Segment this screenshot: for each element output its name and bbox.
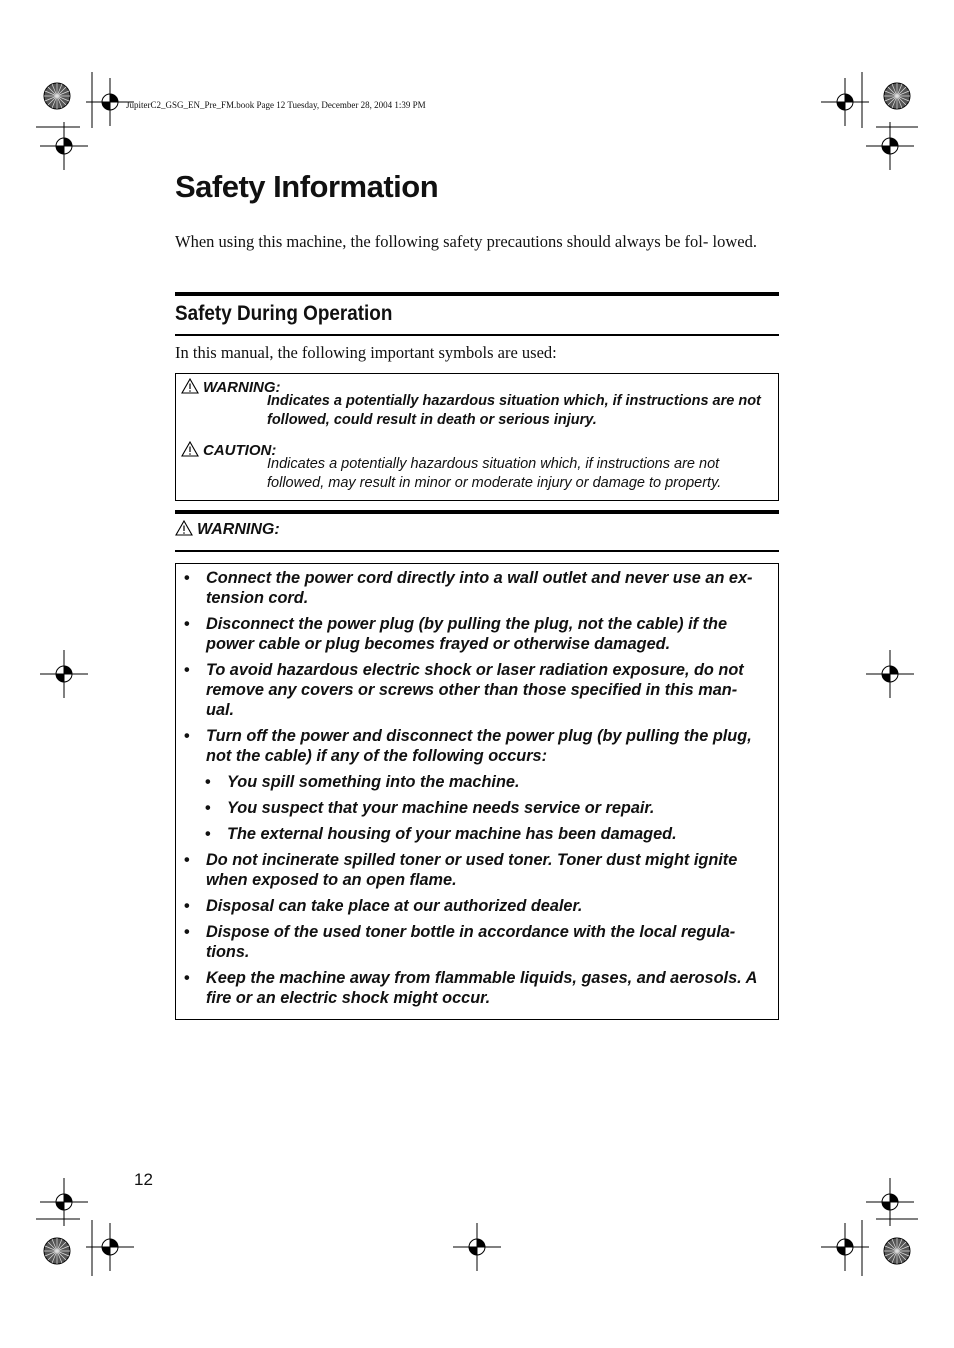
section-top-rule <box>175 292 779 296</box>
section-heading: Safety During Operation <box>175 302 393 325</box>
warning-item: • To avoid hazardous electric shock or laser radiation exposure, do not remove any covers or screws other than those specified in this man- ual. <box>176 660 776 720</box>
warning-subitem: • You spill something into the machine. <box>176 772 776 792</box>
page-title: Safety Information <box>175 169 439 204</box>
warning-item: • Turn off the power and disconnect the power plug (by pulling the plug, not the cable) if any of the following occurs: <box>176 726 776 766</box>
page-number: 12 <box>134 1170 153 1189</box>
legend-warning-title <box>181 378 281 397</box>
legend-caution-description: Indicates a potentially hazardous situation which, if instructions are not followed, may result in minor or moderate injury or damage to property. <box>267 456 722 491</box>
warning-item: • Keep the machine away from flammable liquids, gases, and aerosols. A fire or an electric shock might occur. <box>176 968 776 1008</box>
section-bottom-rule <box>175 334 779 336</box>
symbol-legend-box <box>175 373 779 501</box>
print-header-info: JupiterC2_GSG_EN_Pre_FM.book Page 12 Tuesday, December 28, 2004 1:39 PM <box>126 100 426 110</box>
legend-warning-label: WARNING: <box>203 379 281 396</box>
warning-item: • Dispose of the used toner bottle in accordance with the local regula- tions. <box>176 922 776 962</box>
intro-paragraph: When using this machine, the following safety precautions should always be fol- lowed. <box>175 232 757 251</box>
warning-list <box>176 568 776 1014</box>
warning-heading <box>175 520 280 540</box>
warning-item: • Do not incinerate spilled toner or used toner. Toner dust might ignite when exposed to an open flame. <box>176 850 776 890</box>
warning-bottom-rule <box>175 550 779 552</box>
symbols-intro: In this manual, the following important symbols are used: <box>175 343 557 362</box>
warning-triangle-icon <box>181 378 199 394</box>
warning-triangle-icon <box>175 520 193 536</box>
warning-top-rule <box>175 510 779 514</box>
warning-item: • Disconnect the power plug (by pulling the plug, not the cable) if the power cable or plug becomes frayed or otherwise damaged. <box>176 614 776 654</box>
warning-item: • Connect the power cord directly into a wall outlet and never use an ex- tension cord. <box>176 568 776 608</box>
caution-triangle-icon <box>181 441 199 457</box>
warning-item: • Disposal can take place at our authorized dealer. <box>176 896 776 916</box>
legend-caution-title <box>181 441 276 460</box>
warning-list-box <box>175 563 779 1020</box>
legend-warning-description: Indicates a potentially hazardous situation which, if instructions are not followed, could result in death or serious injury. <box>267 393 761 428</box>
warning-heading-label: WARNING: <box>197 521 280 538</box>
warning-subitem: • You suspect that your machine needs service or repair. <box>176 798 776 818</box>
warning-subitem: • The external housing of your machine has been damaged. <box>176 824 776 844</box>
legend-caution-label: CAUTION: <box>203 442 277 459</box>
